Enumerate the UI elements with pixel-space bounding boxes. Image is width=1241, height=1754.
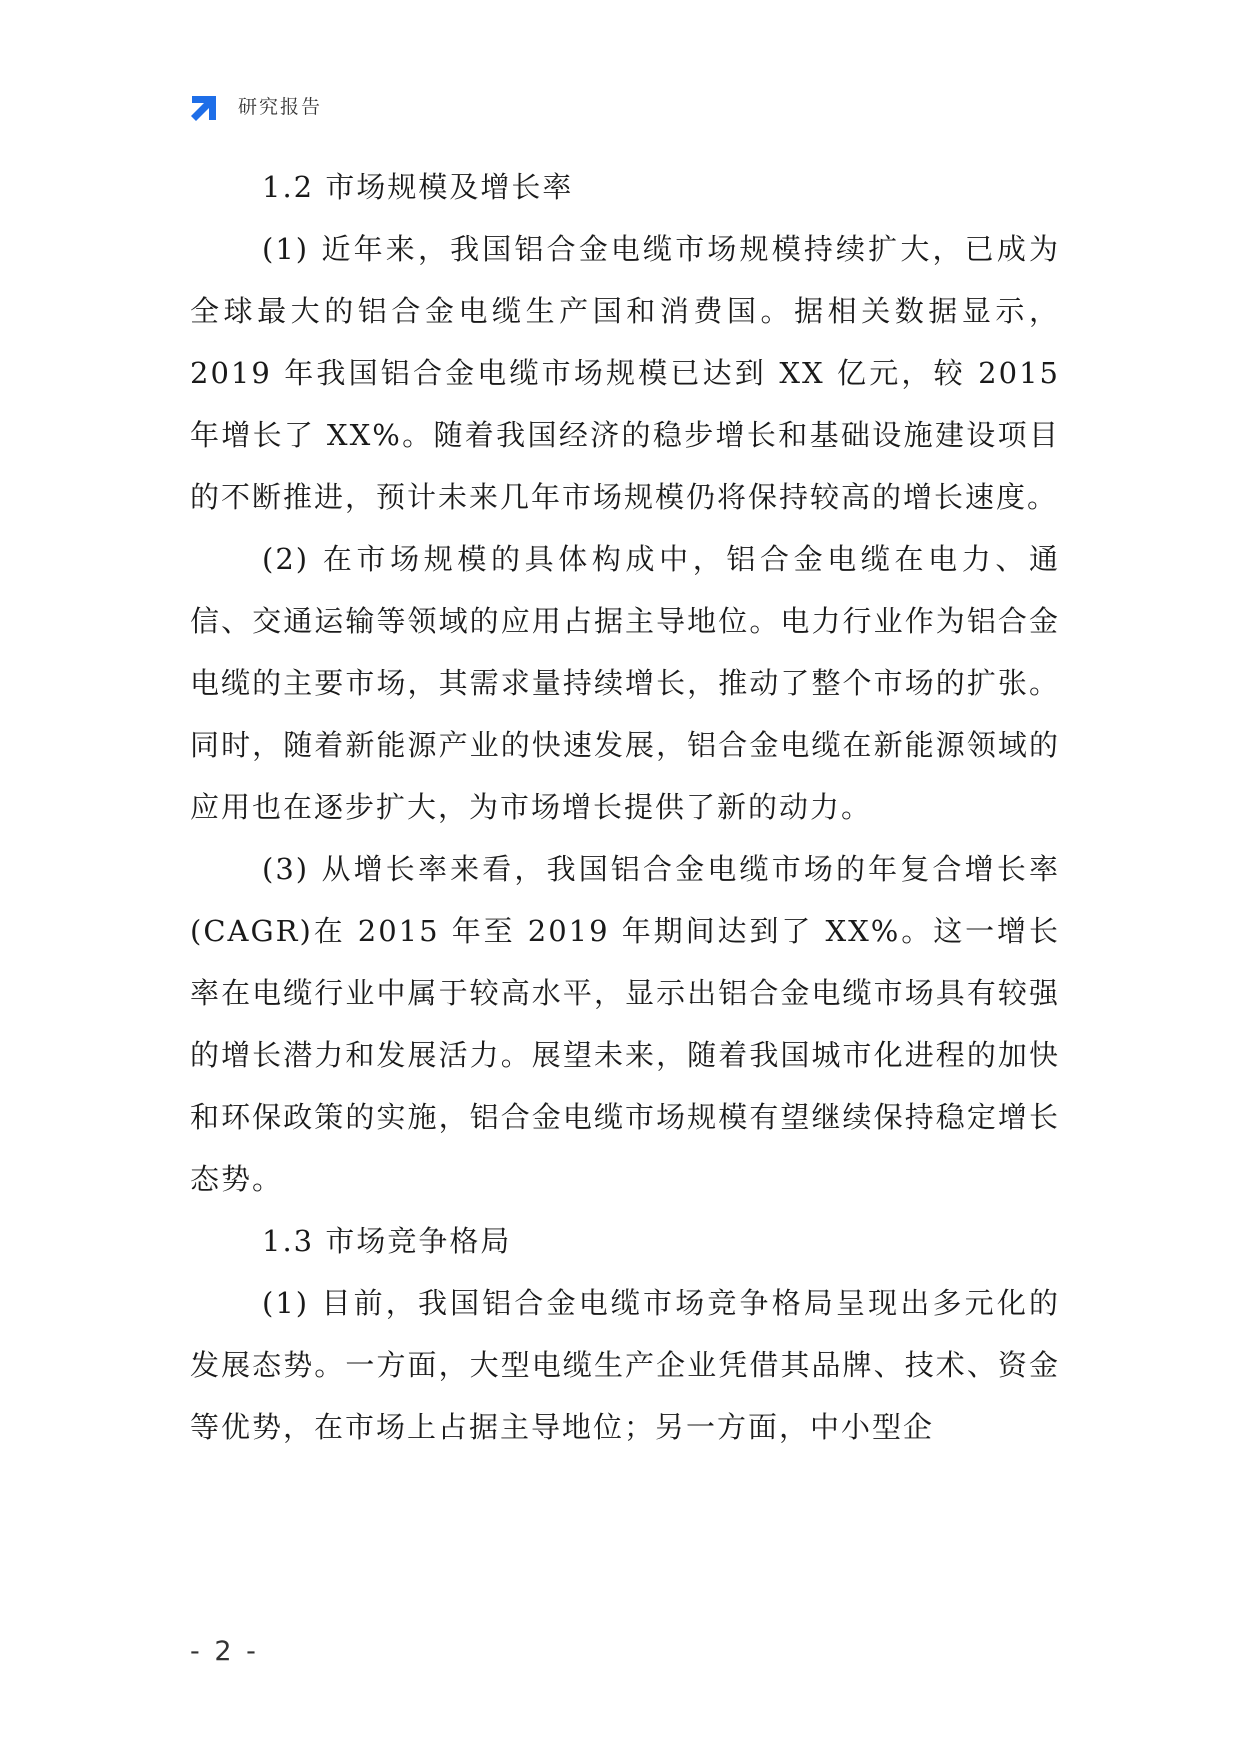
section-heading: 1.2 市场规模及增长率 [262, 170, 574, 204]
header-title: 研究报告 [238, 95, 323, 118]
paragraph: (3) 从增长率来看，我国铝合金电缆市场的年复合增长率(CAGR)在 2015 年至 2019 年期间达到了 XX%。这一增长率在电缆行业中属于较高水平，显示出铝合金电缆市场具有较强的增长潜力和发展活力。展望未来，随着我国城市化进程的加快和环保政策的实施，铝合金电缆市场规模有望继续保持稳定增长态势。 [190, 852, 1060, 1196]
section-heading: 1.3 市场竞争格局 [262, 1224, 512, 1258]
arrow-logo-icon [190, 88, 224, 122]
document-body [190, 156, 1060, 1458]
paragraph: (1) 近年来，我国铝合金电缆市场规模持续扩大，已成为全球最大的铝合金电缆生产国和消费国。据相关数据显示，2019 年我国铝合金电缆市场规模已达到 XX 亿元，较 2015 年增长了 XX%。随着我国经济的稳步增长和基础设施建设项目的不断推进，预计未来几年市场规模仍将保持较高的增长速度。 [190, 232, 1060, 514]
page-number: - 2 - [190, 1636, 259, 1667]
paragraph: (1) 目前，我国铝合金电缆市场竞争格局呈现出多元化的发展态势。一方面，大型电缆生产企业凭借其品牌、技术、资金等优势，在市场上占据主导地位；另一方面，中小型企 [190, 1286, 1060, 1444]
page-header [190, 88, 322, 122]
paragraph: (2) 在市场规模的具体构成中，铝合金电缆在电力、通信、交通运输等领域的应用占据主导地位。电力行业作为铝合金电缆的主要市场，其需求量持续增长，推动了整个市场的扩张。同时，随着新能源产业的快速发展，铝合金电缆在新能源领域的应用也在逐步扩大，为市场增长提供了新的动力。 [190, 542, 1060, 824]
